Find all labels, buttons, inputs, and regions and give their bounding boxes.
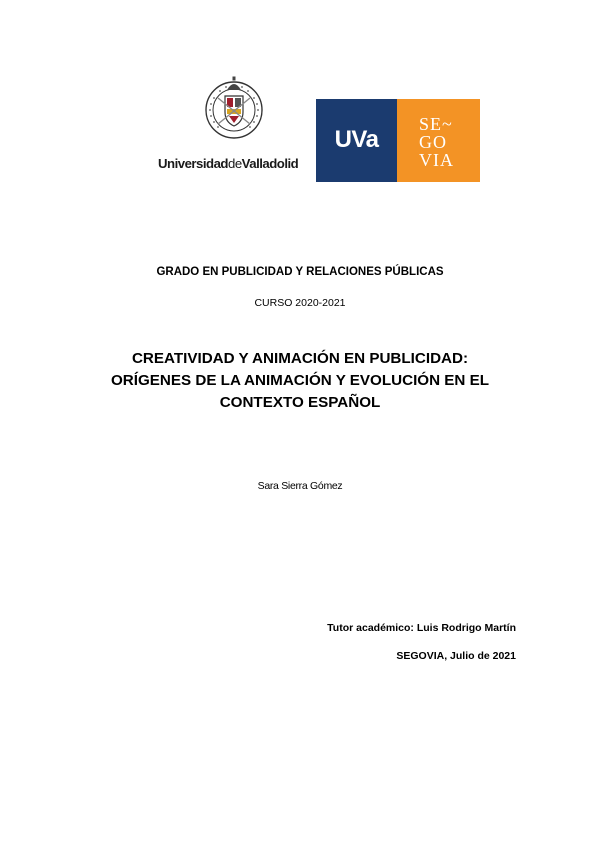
campus-logo: [316, 99, 480, 182]
thesis-title-line-2: ORÍGENES DE LA ANIMACIÓN Y EVOLUCIÓN EN EL: [110, 372, 490, 389]
campus-logo-uva-text: UVa: [334, 126, 379, 153]
university-wordmark: [158, 156, 318, 171]
campus-logo-orange-block: [397, 99, 480, 182]
thesis-title: [0, 348, 600, 414]
academic-tutor: Tutor académico: Luis Rodrigo Martín: [327, 622, 516, 634]
campus-logo-line-2: GO: [419, 132, 447, 152]
wordmark-universidad: Universidad: [158, 156, 228, 171]
university-seal-icon: [198, 76, 270, 140]
campus-logo-line-3: VIA: [419, 150, 454, 170]
course-year: CURSO 2020-2021: [254, 297, 346, 309]
thesis-title-line-3: CONTEXTO ESPAÑOL: [219, 394, 381, 411]
thesis-title-line-1: CREATIVIDAD Y ANIMACIÓN EN PUBLICIDAD:: [131, 350, 469, 367]
university-logo: [158, 76, 310, 182]
campus-logo-line-1: SE~: [419, 114, 453, 134]
degree-heading: GRADO EN PUBLICIDAD Y RELACIONES PÚBLICAS: [156, 266, 444, 278]
campus-logo-blue-block: [316, 99, 397, 182]
author-name: Sara Sierra Gómez: [257, 480, 343, 492]
wordmark-de: de: [228, 156, 242, 171]
wordmark-valladolid: Valladolid: [241, 156, 299, 171]
place-date: SEGOVIA, Julio de 2021: [396, 650, 516, 662]
